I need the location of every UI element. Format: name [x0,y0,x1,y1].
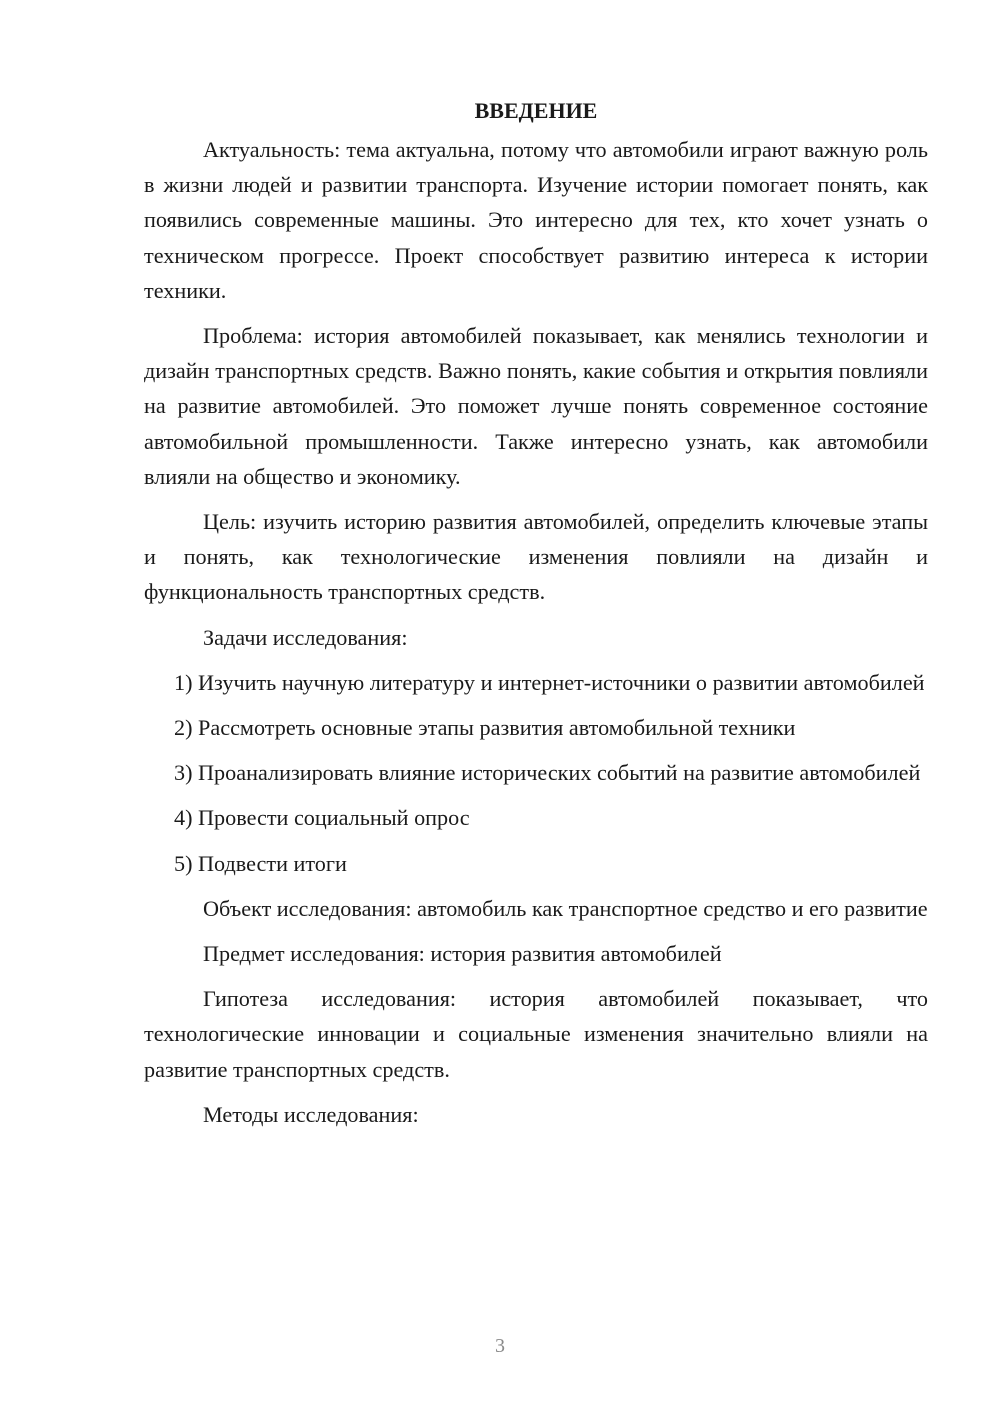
task-item-4: 4) Провести социальный опрос [174,805,470,831]
task-item-3: 3) Проанализировать влияние исторических событий на развитие автомобилей [174,760,921,786]
relevance-paragraph: Актуальность: тема актуальна, потому что автомобили играют важную роль в жизни людей и развитии транспорта. Изучение истории помогает понять, как появились современные машины. Это интересно для тех, кто хочет узнать о техническом прогрессе. Проект способствует развитию интереса к истории техники. [144,137,928,303]
section-heading: ВВЕДЕНИЕ [474,98,598,123]
document-page [144,95,928,1132]
tasks-title: Задачи исследования: [203,624,408,650]
page-number: 3 [495,1335,505,1357]
methods-title: Методы исследования: [203,1101,419,1127]
task-item-1: 1) Изучить научную литературу и интернет-источники о развитии автомобилей [174,669,925,695]
task-item-2: 2) Рассмотреть основные этапы развития автомобильной техники [174,715,796,741]
hypothesis-paragraph: Гипотеза исследования: история автомобилей показывает, что технологические инновации и социальные изменения значительно влияли на развитие транспортных средств. [144,986,928,1082]
object-paragraph: Объект исследования: автомобиль как транспортное средство и его развитие [203,895,928,921]
task-item-5: 5) Подвести итоги [174,850,347,876]
subject-paragraph: Предмет исследования: история развития автомобилей [203,941,722,967]
goal-paragraph: Цель: изучить историю развития автомобилей, определить ключевые этапы и понять, как технологические изменения повлияли на дизайн и функциональность транспортных средств. [144,509,928,605]
problem-paragraph: Проблема: история автомобилей показывает, как менялись технологии и дизайн транспортных средств. Важно понять, какие события и открытия повлияли на развитие автомобилей. Это поможет лучше понять современное состояние автомобильной промышленности. Также интересно узнать, как автомобили влияли на общество и экономику. [144,323,928,489]
